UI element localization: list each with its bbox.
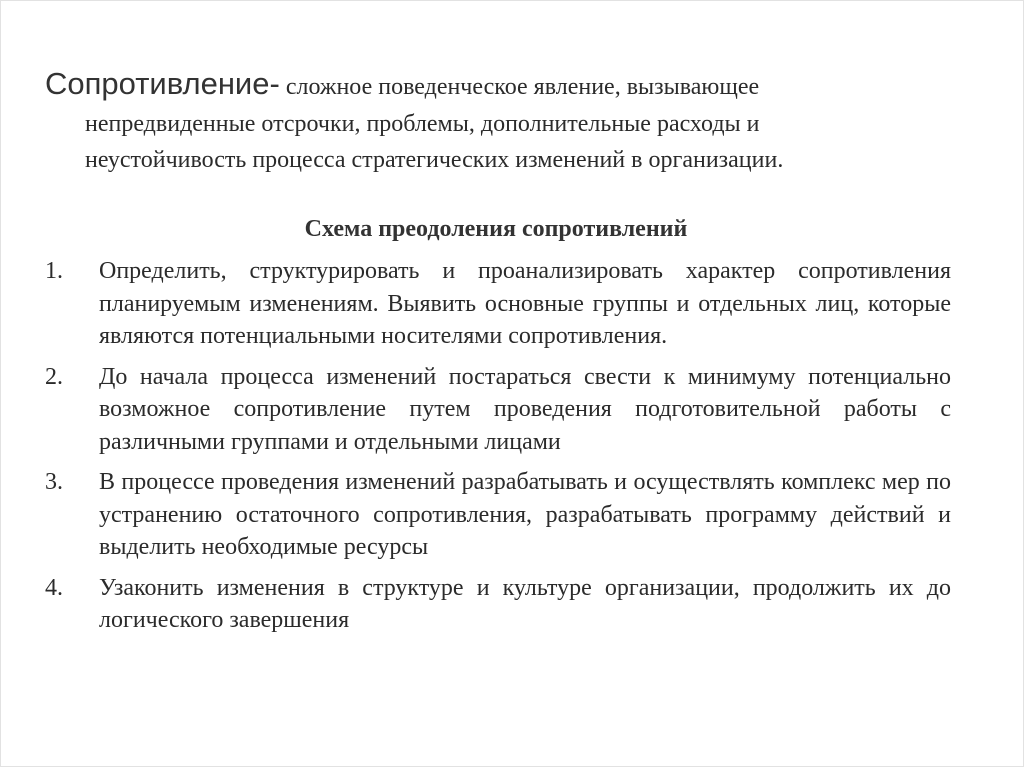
definition-first-line (45, 65, 945, 106)
step-item (45, 361, 951, 459)
scheme-title: Схема преодоления сопротивлений (304, 216, 688, 242)
steps-list (45, 255, 951, 645)
step-number: 1. (45, 258, 63, 284)
definition-block (45, 65, 945, 178)
definition-text-line-2: непредвиденные отсрочки, проблемы, дополнительные расходы и (85, 111, 760, 137)
step-number: 4. (45, 574, 63, 601)
step-number: 3. (45, 469, 63, 495)
step-text: Определить, структурировать и проанализировать характер сопротивления планируемым изменениям. Выявить основные группы и отдельных лиц, которые являются потенциальными носителями сопротивления. (99, 258, 951, 349)
definition-term: Сопротивление- (45, 66, 280, 101)
definition-text-line-3: неустойчивость процесса стратегических изменений в организации. (85, 147, 784, 173)
step-item (45, 255, 951, 353)
step-item (45, 572, 951, 637)
step-text: Узаконить изменения в структуре и культуре организации, продолжить их до логического завершения (99, 574, 951, 633)
step-number: 2. (45, 363, 63, 390)
definition-text-line-1: сложное поведенческое явление, вызывающее (279, 74, 760, 100)
step-item (45, 466, 951, 564)
step-text: В процессе проведения изменений разрабатывать и осуществлять комплекс мер по устранению остаточного сопротивления, разрабатывать программу действий и выделить необходимые ресурсы (99, 469, 951, 560)
step-text: До начала процесса изменений постараться свести к минимуму потенциально возможное сопротивление путем проведения подготовительной работы с различными группами и отдельными лицами (99, 363, 951, 455)
